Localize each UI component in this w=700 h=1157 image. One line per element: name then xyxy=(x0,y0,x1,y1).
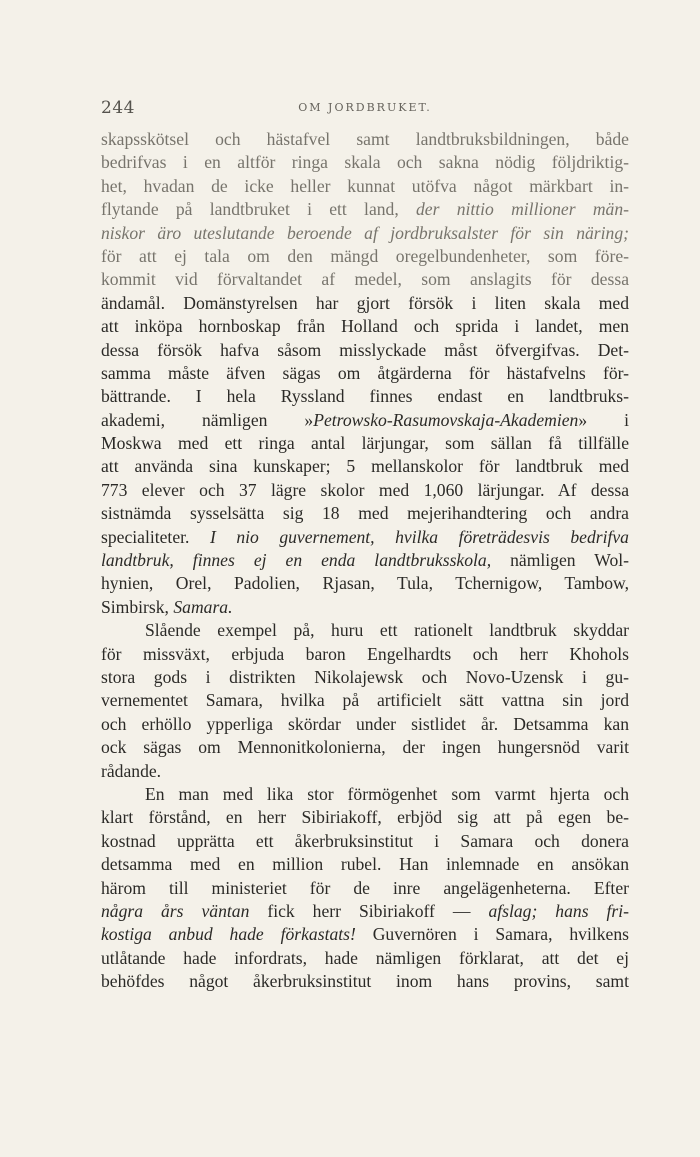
text-line xyxy=(101,736,629,759)
text-run: skapsskötsel och hästafvel samt landtbruksbildningen, både xyxy=(101,129,629,149)
paragraph xyxy=(101,128,629,619)
text-line xyxy=(101,455,629,478)
text-line xyxy=(101,947,629,970)
text-run: specialiteter. xyxy=(101,526,210,547)
text-line xyxy=(101,760,629,783)
text-run: kommit vid förvaltandet af medel, som anslagits för dessa xyxy=(101,269,629,290)
italic-run: några års väntan xyxy=(101,900,250,921)
text-line xyxy=(101,128,629,151)
italic-run: I nio guvernement, hvilka företrädesvis bedrifva xyxy=(209,526,629,547)
italic-run: Samara. xyxy=(173,596,233,617)
text-line xyxy=(101,830,629,853)
text-line xyxy=(101,502,629,525)
text-line xyxy=(101,409,629,432)
text-line xyxy=(101,526,629,549)
text-line xyxy=(101,689,629,712)
italic-run: Petrowsko-Rasumovskaja-Akademien xyxy=(313,409,579,430)
italic-run: der nittio millioner män- xyxy=(416,199,629,220)
text-line xyxy=(101,198,629,221)
text-run: fick herr Sibiriakoff — xyxy=(249,900,489,921)
text-run: » i xyxy=(578,409,629,430)
text-line xyxy=(101,877,629,900)
text-run: flytande på landtbruket i ett land, xyxy=(101,199,416,220)
text-line xyxy=(101,292,629,315)
text-line xyxy=(101,619,629,642)
text-run: detsamma med en million rubel. Han inlemnade en ansökan xyxy=(101,854,629,875)
text-run: het, hvadan de icke heller kunnat utöfva något märkbart in- xyxy=(101,175,629,196)
text-run: behöfdes något åkerbruksinstitut inom hans provins, samt xyxy=(101,971,629,992)
text-run: härom till ministeriet för de inre angelägenheterna. Efter xyxy=(101,877,629,898)
text-run: sistnämda sysselsätta sig 18 med mejerihandtering och andra xyxy=(101,503,629,524)
text-run: att använda sina kunskaper; 5 mellanskolor för landtbruk med xyxy=(101,456,629,477)
text-line xyxy=(101,783,629,806)
text-run: Guvernören i Samara, hvilkens xyxy=(355,924,629,945)
text-run: hynien, Orel, Padolien, Rjasan, Tula, Tchernigow, Tambow, xyxy=(101,573,629,594)
italic-run: kostiga anbud hade förkastats! xyxy=(101,924,356,945)
running-title: OM JORDBRUKET. xyxy=(298,101,432,114)
text-line xyxy=(101,713,629,736)
text-line xyxy=(101,339,629,362)
text-run: Slående exempel på, huru ett rationelt landtbruk skyddar xyxy=(145,620,629,641)
text-line xyxy=(101,315,629,338)
text-line xyxy=(101,245,629,268)
italic-run: landtbruk, finnes ej en enda landtbruksskola, xyxy=(101,550,492,571)
text-run: ändamål. Domänstyrelsen har gjort försök i liten skala med xyxy=(101,292,629,313)
text-run: vernementet Samara, hvilka på artificielt sätt vattna sin jord xyxy=(101,690,629,711)
text-line xyxy=(101,900,629,923)
page-number: 244 xyxy=(101,98,135,118)
text-line xyxy=(101,572,629,595)
body-text xyxy=(101,128,629,993)
text-run: Simbirsk, xyxy=(101,596,174,617)
text-run: nämligen Wol- xyxy=(491,550,629,571)
text-line xyxy=(101,643,629,666)
text-line xyxy=(101,596,629,619)
text-run: bedrifvas i en altför ringa skala och sakna nödig följdriktig- xyxy=(101,152,629,173)
text-line xyxy=(101,222,629,245)
text-run: stora gods i distrikten Nikolajewsk och Novo-Uzensk i gu- xyxy=(101,666,629,687)
text-run: bättrande. I hela Ryssland finnes endast en landtbruks- xyxy=(101,386,629,407)
text-line xyxy=(101,806,629,829)
text-line xyxy=(101,853,629,876)
text-run: att inköpa hornboskap från Holland och sprida i landet, men xyxy=(101,316,629,337)
text-run: 773 elever och 37 lägre skolor med 1,060 lärjungar. Af dessa xyxy=(101,479,629,500)
italic-run: niskor äro uteslutande beroende af jordbruksalster för sin näring; xyxy=(101,222,629,243)
text-run: Moskwa med ett ringa antal lärjungar, som sällan få tillfälle xyxy=(101,433,629,454)
text-line xyxy=(101,175,629,198)
text-run: En man med lika stor förmögenhet som varmt hjerta och xyxy=(145,783,629,804)
text-line xyxy=(101,432,629,455)
text-run: utlåtande hade infordrats, hade nämligen förklarat, att det ej xyxy=(101,947,629,968)
paragraph xyxy=(101,783,629,994)
text-run: samma måste äfven sägas om åtgärderna för hästafvelns för- xyxy=(101,362,629,383)
paragraph xyxy=(101,619,629,783)
text-run: ock sägas om Mennonitkolonierna, der ingen hungersnöd varit xyxy=(101,737,629,758)
text-run: klart förstånd, en herr Sibiriakoff, erbjöd sig att på egen be- xyxy=(101,807,629,828)
italic-run: afslag; hans fri- xyxy=(488,900,629,921)
text-run: för missväxt, erbjuda baron Engelhardts och herr Khohols xyxy=(101,643,629,664)
running-head xyxy=(101,98,629,122)
text-line xyxy=(101,923,629,946)
text-line xyxy=(101,479,629,502)
text-line xyxy=(101,666,629,689)
text-run: akademi, nämligen » xyxy=(101,409,314,430)
text-line xyxy=(101,549,629,572)
text-line xyxy=(101,970,629,993)
text-run: för att ej tala om den mängd oregelbundenheter, som före- xyxy=(101,245,629,266)
text-run: rådande. xyxy=(101,760,162,781)
text-line xyxy=(101,151,629,174)
text-run: och erhöllo ypperliga skördar under sistlidet år. Detsamma kan xyxy=(101,713,629,734)
text-line xyxy=(101,362,629,385)
text-run: dessa försök hafva såsom misslyckade måst öfvergifvas. Det- xyxy=(101,339,629,360)
text-line xyxy=(101,268,629,291)
text-run: kostnad upprätta ett åkerbruksinstitut i Samara och donera xyxy=(101,830,629,851)
text-line xyxy=(101,385,629,408)
